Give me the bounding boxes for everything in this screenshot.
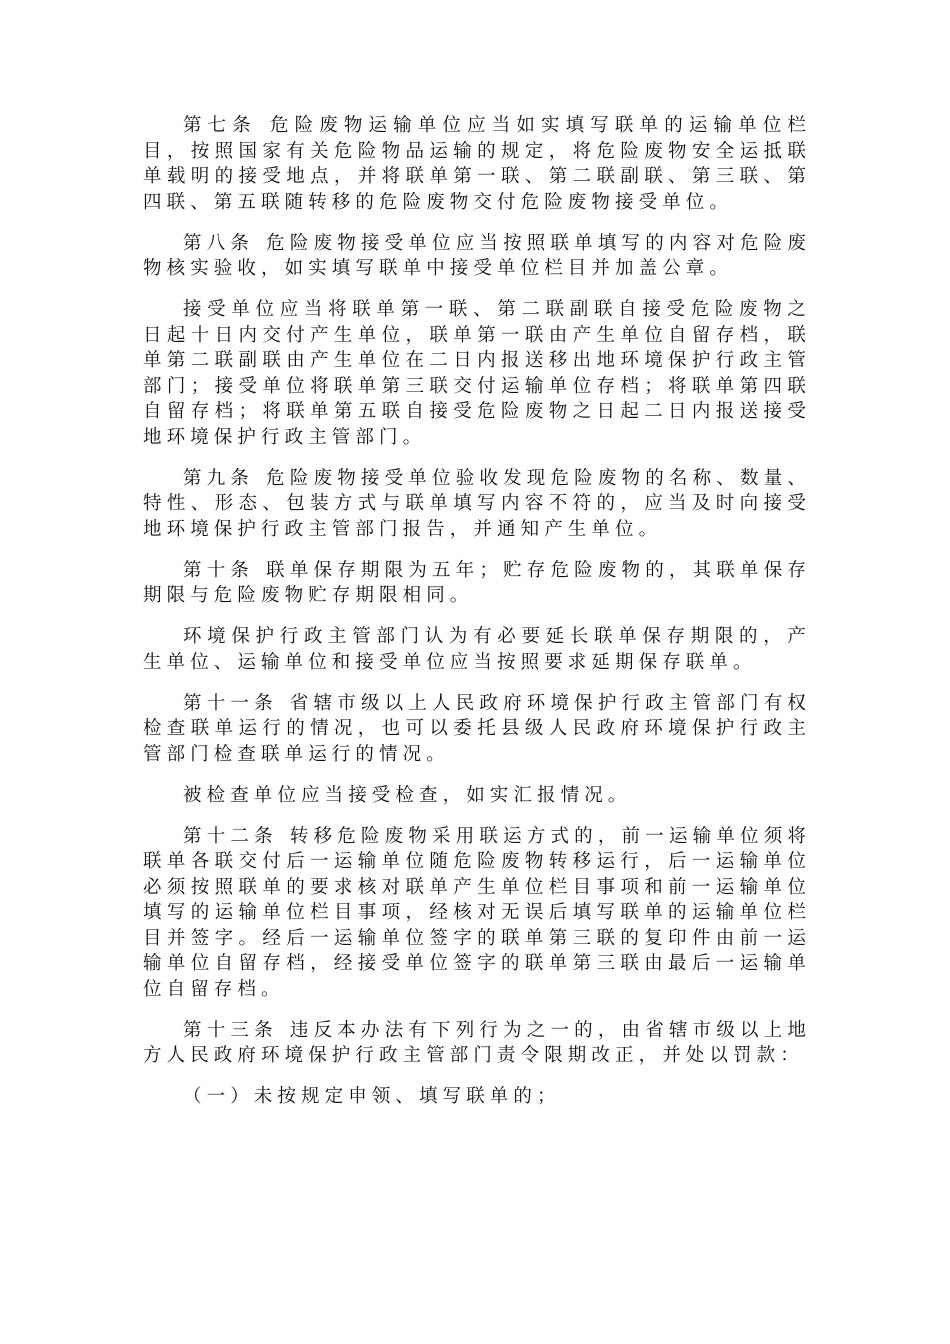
article-13-item-1-paragraph: [143, 1084, 811, 1110]
article-8-continuation-paragraph: [143, 297, 811, 450]
article-text: 省辖市级以上人民政府环境保护行政主管部门有权检查联单运行的情况，也可以委托县级人民政府环境保护行政主管部门检查联单运行的情况。: [143, 692, 812, 765]
article-text: 转移危险废物采用联运方式的，前一运输单位须将联单各联交付后一运输单位随危险废物转移运行，后一运输单位必须按照联单的要求核对联单产生单位栏目事项和前一运输单位填写的运输单位栏目事项，经核对无误后填写联单的运输单位栏目并签字。经后一运输单位签字的联单第三联的复印件由前一运输单位自留存档，经接受单位签字的联单第三联由最后一运输单位自留存档。: [143, 825, 812, 1000]
paragraph-text: 接受单位应当将联单第一联、第二联副联自接受危险废物之日起十日内交付产生单位，联单第一联由产生单位自留存档，联单第二联副联由产生单位在二日内报送移出地环境保护行政主管部门；接受单位将联单第三联交付运输单位存档；将联单第四联自留存档；将联单第五联自接受危险废物之日起二日内报送接受地环境保护行政主管部门。: [143, 299, 811, 448]
article-text: 危险废物接受单位验收发现危险废物的名称、数量、特性、形态、包装方式与联单填写内容不符的，应当及时向接受地环境保护行政主管部门报告，并通知产生单位。: [143, 467, 811, 540]
article-heading: 第十一条: [183, 692, 278, 714]
article-heading: 第七条: [183, 115, 257, 136]
article-heading: 第十三条: [183, 1019, 278, 1041]
paragraph-text: 被检查单位应当接受检查，如实汇报情况。: [183, 784, 632, 806]
article-heading: 第八条: [183, 232, 255, 254]
article-13-paragraph: [143, 1018, 811, 1069]
article-heading: 第九条: [183, 467, 255, 489]
article-text: 联单保存期限为五年；贮存危险废物的，其联单保存期限与危险废物贮存期限相同。: [143, 559, 811, 606]
article-10-paragraph: [143, 558, 811, 609]
document-body: [143, 113, 811, 1125]
article-10-continuation-paragraph: [143, 624, 811, 675]
article-text: 危险废物接受单位应当按照联单填写的内容对危险废物核实验收，如实填写联单中接受单位栏目并加盖公章。: [143, 232, 811, 279]
article-12-paragraph: [143, 824, 811, 1003]
article-text: 危险废物运输单位应当如实填写联单的运输单位栏目，按照国家有关危险物品运输的规定，将危险废物安全运抵联单载明的接受地点，并将联单第一联、第二联副联、第三联、第四联、第五联随转移的危险废物交付危险废物接受单位。: [143, 115, 811, 213]
article-11-continuation-paragraph: [143, 783, 811, 809]
article-7-paragraph: [143, 113, 811, 215]
paragraph-text: 环境保护行政主管部门认为有必要延长联单保存期限的，产生单位、运输单位和接受单位应当按照要求延期保存联单。: [143, 626, 811, 673]
article-9-paragraph: [143, 466, 811, 543]
article-8-paragraph: [143, 231, 811, 282]
article-heading: 第十条: [183, 559, 255, 581]
article-heading: 第十二条: [183, 825, 278, 847]
list-item-text: （一）未按规定申领、填写联单的；: [183, 1086, 561, 1107]
article-11-paragraph: [143, 691, 811, 768]
article-text: 违反本办法有下列行为之一的，由省辖市级以上地方人民政府环境保护行政主管部门责令限期改正，并处以罚款：: [143, 1019, 812, 1066]
